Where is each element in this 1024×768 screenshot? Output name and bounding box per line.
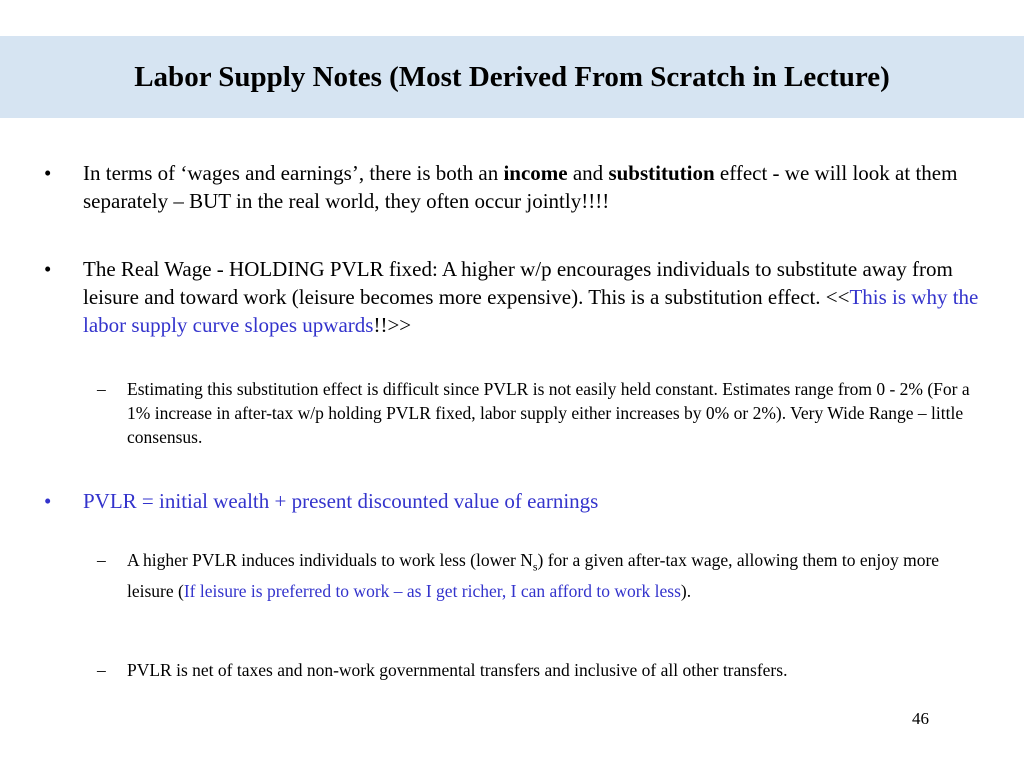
highlight-supply-curve: This is why the labor supply curve slopes upwards (83, 285, 979, 337)
bullet-marker: • (44, 489, 52, 513)
bullet-text (83, 255, 984, 339)
subbullet-estimating (97, 377, 977, 449)
page-number: 46 (912, 709, 929, 728)
bullet-income-substitution (44, 159, 984, 215)
subbullet-marker: – (97, 379, 106, 399)
text-segment: The Real Wage - HOLDING PVLR fixed: A higher w/p encourages individuals to substitute away from leisure and toward work (leisure becomes more expensive). This is a substitution effect. << (83, 257, 953, 309)
text-segment: A higher PVLR induces individuals to work less (lower N (127, 550, 533, 570)
bold-term-substitution: substitution (608, 161, 715, 185)
bullet-marker: • (44, 257, 52, 281)
subbullet-marker: – (97, 550, 106, 570)
bullet-text (83, 159, 984, 215)
subbullet-text (127, 548, 977, 603)
bullet-pvlr-definition (44, 487, 984, 515)
text-segment: ) for a given after-tax wage, allowing them to enjoy more leisure ( (127, 550, 940, 601)
subbullet-marker: – (97, 660, 106, 680)
bullet-marker: • (44, 161, 52, 185)
subbullet-pvlr-net-taxes (97, 658, 977, 682)
text-segment: ). (680, 580, 692, 601)
highlight-leisure-preferred: If leisure is preferred to work – as I get richer, I can afford to work less (183, 580, 681, 601)
text-segment: In terms of ‘wages and earnings’, there is both an (83, 161, 504, 185)
slide-title: Labor Supply Notes (Most Derived From Scratch in Lecture) (134, 61, 890, 93)
subbullet-higher-pvlr (97, 548, 977, 603)
bold-term-income: income (503, 161, 568, 185)
text-segment: effect - we will look at them separately – BUT in the real world, they often occur jointly!!!! (83, 161, 958, 213)
text-segment: !!>> (373, 313, 412, 337)
bullet-text: PVLR = initial wealth + present discounted value of earnings (83, 489, 599, 513)
subbullet-text: PVLR is net of taxes and non-work governmental transfers and inclusive of all other transfers. (127, 660, 788, 680)
subbullet-text: Estimating this substitution effect is difficult since PVLR is not easily held constant. Estimates range from 0 - 2% (For a 1% increase in after-tax w/p holding PVLR fixed, labor supply either increases by 0% or 2%). Very Wide Range – little consensus. (127, 379, 970, 447)
bullet-real-wage (44, 255, 984, 339)
subscript-s: s (532, 559, 538, 574)
text-segment: and (567, 161, 609, 185)
